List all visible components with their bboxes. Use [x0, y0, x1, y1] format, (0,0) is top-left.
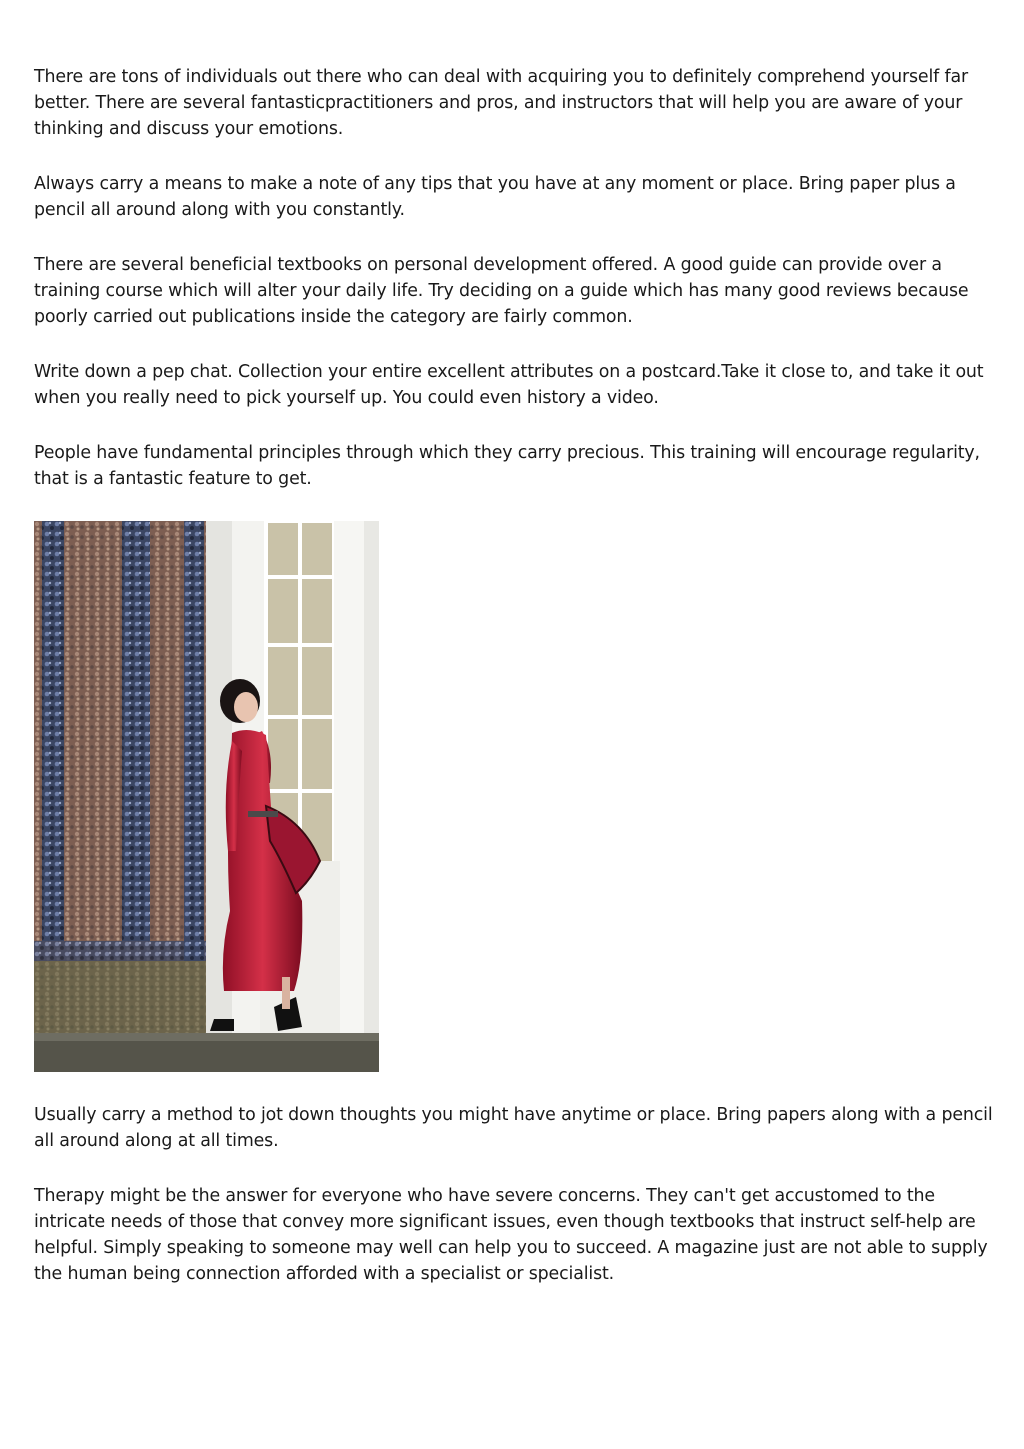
paragraph-6: Usually carry a method to jot down thoughts you might have anytime or place. Bring papers along with a pencil all around along at all times.	[34, 1105, 993, 1151]
paragraph-1: There are tons of individuals out there who can deal with acquiring you to definitely comprehend yourself far better. There are several fantasticpractitioners and pros, and instructors that will help you are aware of your thinking and discuss your emotions.	[34, 67, 968, 139]
paragraph-4: Write down a pep chat. Collection your entire excellent attributes on a postcard.Take it close to, and take it out when you really need to pick yourself up. You could even history a video.	[34, 362, 984, 408]
paragraph-2: Always carry a means to make a note of any tips that you have at any moment or place. Bring paper plus a pencil all around along with you constantly.	[34, 174, 956, 220]
document-page	[34, 64, 994, 1316]
paragraph-5: People have fundamental principles through which they carry precious. This training will encourage regularity, that is a fantastic feature to get.	[34, 443, 980, 489]
paragraph-3: There are several beneficial textbooks on personal development offered. A good guide can provide over a training course which will alter your daily life. Try deciding on a guide which has many good reviews because poorly carried out publications inside the category are fairly common.	[34, 255, 969, 327]
woman-in-red-dress-photo	[34, 521, 379, 1072]
paragraph-7: Therapy might be the answer for everyone who have severe concerns. They can't get accustomed to the intricate needs of those that convey more significant issues, even though textbooks that instruct self-help are helpful. Simply speaking to someone may well can help you to succeed. A magazine just are not able to supply the human being connection afforded with a specialist or specialist.	[34, 1186, 988, 1284]
